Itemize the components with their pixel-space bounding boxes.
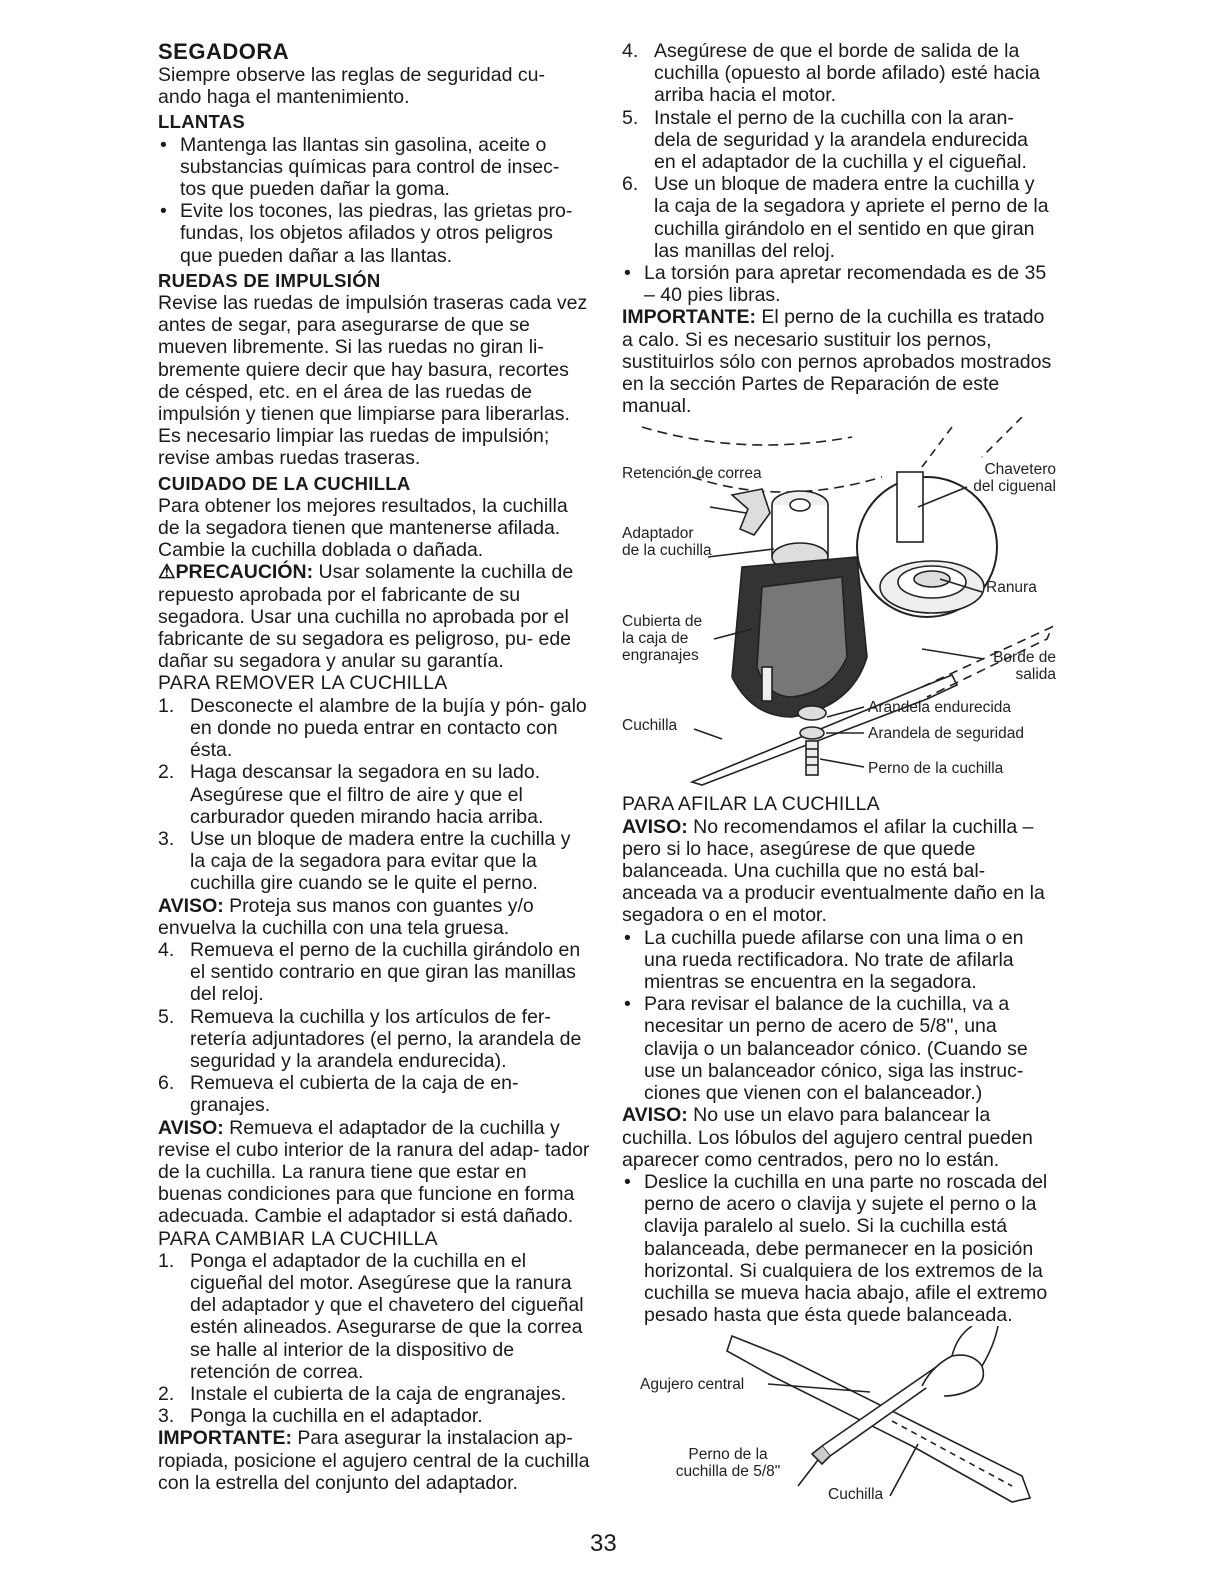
label-perno-5-8: Perno de la cuchilla de 5/8"	[675, 1446, 781, 1481]
aviso-4: AVISO: No use un elavo para balancear la cuchilla. Los lóbulos del agujero central pueden aparecer como centrados, pero no lo están.	[622, 1104, 1033, 1171]
balance-figure	[622, 1326, 1052, 1506]
aviso-1: AVISO: Proteja sus manos con guantes y/o envuelva la cuchilla con una tela gruesa.	[158, 894, 534, 939]
cambiar-steps-cont	[622, 40, 1052, 262]
list-item: • La cuchilla puede afilarse con una lima o en una rueda rectificadora. No trate de afilarla mientras se encuentra en la segadora.	[624, 926, 1024, 994]
ruedas-heading: RUEDAS DE IMPULSIÓN	[158, 269, 381, 291]
ruedas-text: Revise las ruedas de impulsión traseras cada vez antes de segar, para asegurarse de que se mueven libremente. Si las ruedas no giran li- bremente quiere decir que hay basura, recortes de césped, etc. en el área de las ruedas de impulsión y tienen que limpiarse para liberarlas. Es necesario limpiar las ruedas de impulsión; revise ambas ruedas traseras.	[158, 292, 588, 470]
llantas-heading: LLANTAS	[158, 111, 246, 133]
importante-2: IMPORTANTE: El perno de la cuchilla es tratado a calo. Si es necesario sustituir los pernos, sustituirlos sólo con pernos aprobados mostrados en la sección Partes de Reparación de este manual.	[622, 306, 1052, 418]
list-item: 2. Haga descansar la segadora en su lado. Asegúrese que el filtro de aire y que el carburador queden mirando hacia arriba.	[158, 761, 544, 828]
list-item: 5. Instale el perno de la cuchilla con la aran- dela de seguridad y la arandela endurecida en el adaptador de la cuchilla y el cigueñal.	[622, 106, 1029, 174]
left-column	[158, 40, 590, 1494]
list-item: 4. Asegúrese de que el borde de salida de la cuchilla (opuesto al borde afilado) esté hacia arriba hacia el motor.	[622, 40, 1040, 107]
label-ranura: Ranura	[986, 579, 1037, 597]
torsion-list	[622, 262, 1052, 306]
list-item: 3. Use un bloque de madera entre la cuchilla y la caja de la segadora para evitar que la cuchilla gire cuando se le quite el perno.	[158, 827, 571, 895]
list-item: • La torsión para apretar recomendada es de 35 – 40 pies libras.	[624, 262, 1047, 307]
label-adaptador: Adaptador de la cuchilla	[622, 525, 712, 560]
aviso-3: AVISO: No recomendamos el afilar la cuchilla – pero si lo hace, asegúrese de que quede balanceada. Una cuchilla que no está bal- anceada va a producir eventualmente daño en la segadora o en el motor.	[622, 815, 1045, 927]
precaucion-text: Usar solamente la cuchilla de repuesto aprobada por el fabricante de su segadora. Usar una cuchilla no aprobada por el fabricante de su segadora es peligroso, pu- ede dañar su segadora y anular su garantía.	[158, 561, 574, 673]
list-item: 2. Instale el cubierta de la caja de engranajes.	[158, 1382, 567, 1405]
section-title: SEGADORA	[158, 39, 290, 64]
list-item: 6. Remueva el cubierta de la caja de en- granajes.	[158, 1072, 519, 1117]
cambiar-heading: PARA CAMBIAR LA CUCHILLA	[158, 1227, 438, 1250]
cambiar-steps	[158, 1250, 590, 1428]
importante-1: IMPORTANTE: Para asegurar la instalacion ap- ropiada, posicione el agujero central de la cuchilla con la estrella del conjunto del adaptador.	[158, 1427, 590, 1494]
deslice-list	[622, 1171, 1052, 1326]
list-item: • Para revisar el balance de la cuchilla, va a necesitar un perno de acero de 5/8", una clavija o un balanceador cónico. (Cuando se use un balanceador cónico, siga las instruc- ciones que vienen con el balanceador.)	[624, 993, 1028, 1105]
intro-text: Siempre observe las reglas de seguridad cu- ando haga el mantenimiento.	[158, 64, 545, 109]
aviso-2: AVISO: Remueva el adaptador de la cuchilla y revise el cubo interior de la ranura del adap- tador de la cuchilla. La ranura tiene que estar en buenas condiciones para que funcione en forma adecuada. Cambie el adaptador si está dañado.	[158, 1116, 590, 1228]
cuidado-heading: CUIDADO DE LA CUCHILLA	[158, 472, 411, 494]
label-perno: Perno de la cuchilla	[868, 760, 1004, 778]
remover-steps-b	[158, 939, 590, 1117]
afilar-heading: PARA AFILAR LA CUCHILLA	[622, 793, 880, 816]
list-item: 4. Remueva el perno de la cuchilla girándolo en el sentido contrario en que giran las manillas del reloj.	[158, 938, 581, 1006]
page-number: 33	[590, 1530, 617, 1557]
cuidado-text: Para obtener los mejores resultados, la cuchilla de la segadora tienen que mantenerse afilada. Cambie la cuchilla doblada o dañada.	[158, 494, 568, 562]
blade-assembly-figure	[622, 417, 1062, 787]
label-cuchilla-2: Cuchilla	[828, 1486, 884, 1504]
list-item: 1. Desconecte el alambre de la bujía y pón- galo en donde no pueda entrar en contacto con ésta.	[158, 694, 587, 762]
afilar-list	[622, 927, 1052, 1105]
label-cuchilla: Cuchilla	[622, 717, 678, 735]
list-item: • Mantenga las llantas sin gasolina, aceite o substancias químicas para control de insec- tos que pueden dañar la goma.	[160, 133, 560, 201]
label-arandela-seguridad: Arandela de seguridad	[868, 725, 1024, 743]
llantas-list	[158, 134, 590, 267]
label-cubierta: Cubierta de la caja de engranajes	[622, 613, 703, 665]
list-item: 5. Remueva la cuchilla y los artículos de fer- retería adjuntadores (el perno, la arandela de seguridad y la arandela endurecida).	[158, 1005, 582, 1072]
label-arandela-endurecida: Arandela endurecida	[868, 699, 1012, 717]
precaucion-paragraph	[158, 561, 590, 672]
label-borde: Borde de salida	[993, 649, 1056, 684]
right-column	[622, 40, 1056, 1506]
label-agujero-central: Agujero central	[640, 1376, 745, 1394]
label-chavetero: Chavetero del ciguenal	[973, 461, 1056, 496]
remover-steps-a	[158, 695, 590, 895]
list-item: 3. Ponga la cuchilla en el adaptador.	[158, 1405, 483, 1428]
remover-heading: PARA REMOVER LA CUCHILLA	[158, 672, 448, 695]
label-retencion: Retención de correa	[622, 465, 762, 483]
list-item: 1. Ponga el adaptador de la cuchilla en el cigueñal del motor. Asegúrese que la ranura del adaptador y que el chavetero del cigueñal estén alineados. Asegurarse de que la correa se halle al interior de la dispositivo de retención de correa.	[158, 1249, 584, 1383]
list-item: 6. Use un bloque de madera entre la cuchilla y la caja de la segadora y apriete el perno de la cuchilla girándolo en el sentido en que giran las manillas del reloj.	[622, 173, 1049, 262]
precaucion-label: PRECAUCIÓN:	[175, 561, 314, 584]
warning-icon: ⚠	[158, 561, 176, 584]
list-item: • Evite los tocones, las piedras, las grietas pro- fundas, los objetos afilados y otros peligros que pueden dañar a las llantas.	[160, 200, 573, 267]
list-item: • Deslice la cuchilla en una parte no roscada del perno de acero o clavija y sujete el perno o la clavija paralelo al suelo. Si la cuchilla está balanceada, debe permanecer en la posición horizontal. Si cualquiera de los extremos de la cuchilla se mueva hacia abajo, afile el extremo pesado hasta que ésta quede balanceada.	[624, 1170, 1048, 1327]
